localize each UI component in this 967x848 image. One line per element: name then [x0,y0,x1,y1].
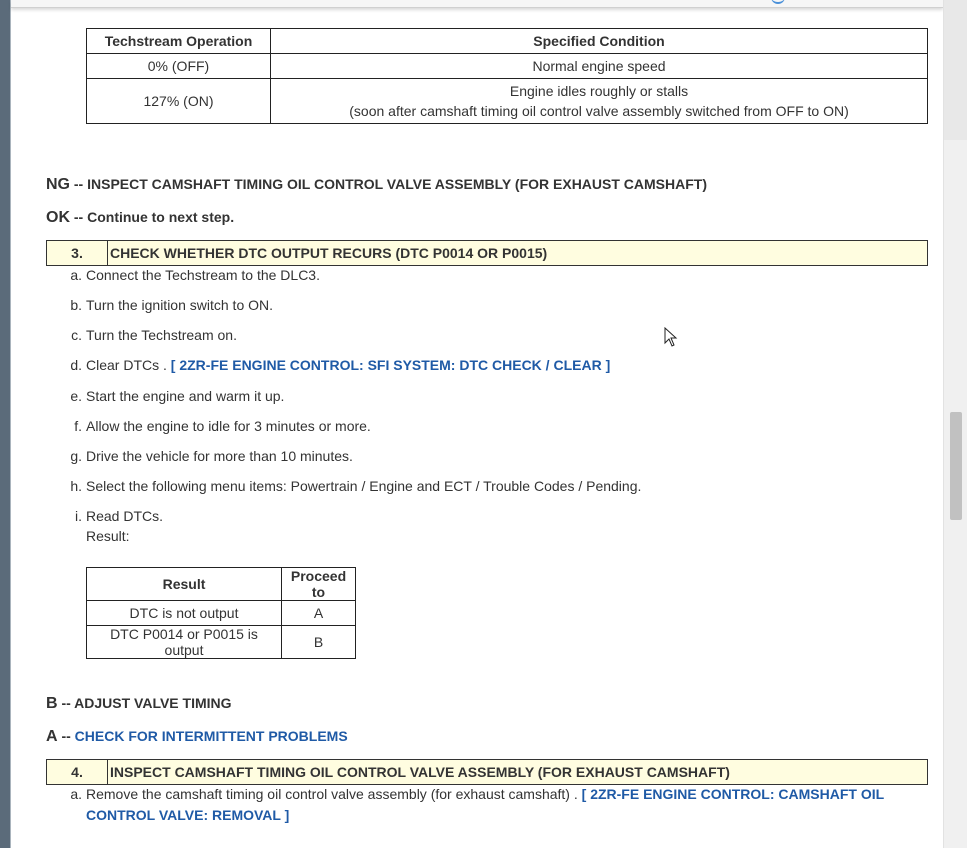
list-item [61,327,237,343]
table-cell: A [282,601,356,626]
list-item [61,357,610,373]
vertical-scrollbar[interactable] [943,0,967,848]
ok-result-line [46,209,234,227]
table-header: Techstream Operation [87,29,271,54]
table-row [87,54,928,79]
item-letter: a. [70,267,82,283]
result-table [86,567,356,659]
dtc-clear-link[interactable]: [ 2ZR-FE ENGINE CONTROL: SFI SYSTEM: DTC CHECK / CLEAR ] [170,357,611,373]
ok-text: -- Continue to next step. [73,209,235,225]
b-text: -- ADJUST VALVE TIMING [61,695,232,711]
cell-line: (soon after camshaft timing oil control valve assembly switched from OFF to ON) [349,103,849,119]
valve-removal-link[interactable]: [ 2ZR-FE ENGINE CONTROL: CAMSHAFT OIL [581,786,885,802]
item-letter: c. [71,327,82,343]
list-item [61,478,641,494]
a-tag: A [46,728,58,745]
item-letter: f. [74,418,82,434]
cell-line: Engine idles roughly or stalls [509,83,689,99]
list-item [61,267,320,283]
item-letter: h. [70,478,82,494]
list-item [61,388,284,404]
list-item [61,786,884,802]
item-letter: g. [70,448,82,464]
document-content [11,0,943,848]
mouse-cursor-icon [664,327,678,347]
b-result-line [46,695,232,713]
table-cell: DTC is not output [87,601,282,626]
valve-removal-link-continued[interactable]: CONTROL VALVE: REMOVAL ] [86,807,290,823]
table-row [87,601,356,626]
list-item-continuation [61,807,289,823]
item-text: Connect the Techstream to the DLC3. [86,267,320,283]
table-header: Result [87,568,282,601]
table-cell: DTC P0014 or P0015 is output [87,626,282,659]
list-item [61,508,163,524]
a-separator: -- [61,728,71,744]
list-item [61,418,371,434]
table-header: Specified Condition [271,29,928,54]
ok-tag: OK [46,209,70,226]
item-text: Read DTCs. [86,508,164,524]
item-text: Start the engine and warm it up. [86,388,285,404]
result-label: Result: [86,528,130,544]
item-text: Turn the ignition switch to ON. [86,297,274,313]
table-cell: Normal engine speed [271,54,928,79]
table-cell [271,79,928,124]
background-window-edge [0,0,10,848]
ng-result-line [46,176,707,194]
step-4-header [46,759,928,785]
item-text: Select the following menu items: Powertrain / Engine and ECT / Trouble Codes / Pending. [86,478,642,494]
item-text: Clear DTCs . [86,357,167,373]
table-cell: 127% (ON) [87,79,271,124]
intermittent-problems-link[interactable]: CHECK FOR INTERMITTENT PROBLEMS [74,728,348,744]
item-letter: i. [75,508,82,524]
table-row [87,626,356,659]
list-item [61,448,353,464]
table-row [87,79,928,124]
item-letter: a. [70,786,82,802]
table-header: Proceed to [282,568,356,601]
a-result-line [46,728,348,746]
ng-text: -- INSPECT CAMSHAFT TIMING OIL CONTROL VALVE ASSEMBLY (FOR EXHAUST CAMSHAFT) [73,176,708,192]
step-3-header [46,240,928,266]
item-text: Remove the camshaft timing oil control valve assembly (for exhaust camshaft) . [86,786,578,802]
table-cell: B [282,626,356,659]
item-text: Allow the engine to idle for 3 minutes or more. [86,418,371,434]
item-letter: b. [70,297,82,313]
table-cell: 0% (OFF) [87,54,271,79]
scrollbar-thumb[interactable] [950,412,962,520]
list-item [61,297,273,313]
scrollbar-track [944,0,967,140]
item-letter: e. [70,388,82,404]
item-text: Turn the Techstream on. [86,327,237,343]
item-letter: d. [70,357,82,373]
step-title: INSPECT CAMSHAFT TIMING OIL CONTROL VALVE ASSEMBLY (FOR EXHAUST CAMSHAFT) [110,764,730,780]
step-number: 3. [47,241,108,265]
operation-condition-table [86,28,928,124]
list-item-continuation [61,528,130,544]
step-title: CHECK WHETHER DTC OUTPUT RECURS (DTC P0014 OR P0015) [110,245,548,261]
document-window [10,0,967,848]
step-number: 4. [47,760,108,784]
b-tag: B [46,695,58,712]
ng-tag: NG [46,176,70,193]
item-text: Drive the vehicle for more than 10 minutes. [86,448,353,464]
